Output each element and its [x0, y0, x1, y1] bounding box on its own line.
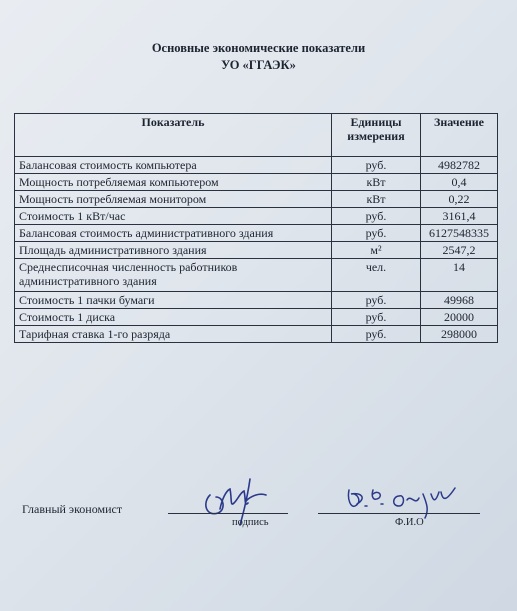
cell-indicator: Мощность потребляемая монитором [15, 191, 332, 208]
chief-economist-label: Главный экономист [22, 502, 123, 516]
cell-indicator: Балансовая стоимость административного здания [15, 225, 332, 242]
cell-unit: руб. [332, 326, 421, 343]
cell-unit: руб. [332, 309, 421, 326]
cell-unit: руб. [332, 292, 421, 309]
cell-unit: руб. [332, 208, 421, 225]
header-unit: Единицы измерения [332, 114, 421, 157]
header-indicator: Показатель [15, 114, 332, 157]
cell-value: 2547,2 [421, 242, 498, 259]
cell-unit: кВт [332, 174, 421, 191]
indicators-table [14, 113, 498, 343]
cell-unit: м² [332, 242, 421, 259]
name-handwriting-image [343, 482, 463, 522]
cell-value: 6127548335 [421, 225, 498, 242]
cell-value: 3161,4 [421, 208, 498, 225]
table-row [15, 259, 498, 292]
cell-indicator: Среднесписочная численность работников административного здания [15, 259, 332, 292]
table-row [15, 326, 498, 343]
cell-indicator: Стоимость 1 пачки бумаги [15, 292, 332, 309]
title-line-1: Основные экономические показатели [151, 41, 366, 55]
document-title [0, 40, 517, 74]
cell-value: 14 [421, 259, 498, 292]
cell-indicator: Стоимость 1 диска [15, 309, 332, 326]
table-row [15, 157, 498, 174]
name-line [318, 513, 480, 514]
cell-unit: чел. [332, 259, 421, 292]
cell-value: 4982782 [421, 157, 498, 174]
table-row [15, 292, 498, 309]
cell-unit: руб. [332, 225, 421, 242]
name-caption: Ф.И.О [395, 517, 424, 528]
cell-value: 20000 [421, 309, 498, 326]
signature-line [168, 513, 288, 514]
title-line-2: УО «ГГАЭК» [221, 58, 296, 72]
cell-unit: кВт [332, 191, 421, 208]
table-row [15, 208, 498, 225]
table-row [15, 225, 498, 242]
cell-value: 298000 [421, 326, 498, 343]
cell-value: 49968 [421, 292, 498, 309]
table-row [15, 242, 498, 259]
signature-caption: подпись [232, 517, 269, 528]
cell-indicator: Балансовая стоимость компьютера [15, 157, 332, 174]
header-value: Значение [421, 114, 498, 157]
table-header-row [15, 114, 498, 157]
cell-value: 0,22 [421, 191, 498, 208]
cell-indicator: Мощность потребляемая компьютером [15, 174, 332, 191]
table-row [15, 191, 498, 208]
cell-indicator: Площадь административного здания [15, 242, 332, 259]
table-row [15, 174, 498, 191]
cell-indicator: Стоимость 1 кВт/час [15, 208, 332, 225]
cell-value: 0,4 [421, 174, 498, 191]
cell-indicator: Тарифная ставка 1-го разряда [15, 326, 332, 343]
table-row [15, 309, 498, 326]
cell-unit: руб. [332, 157, 421, 174]
